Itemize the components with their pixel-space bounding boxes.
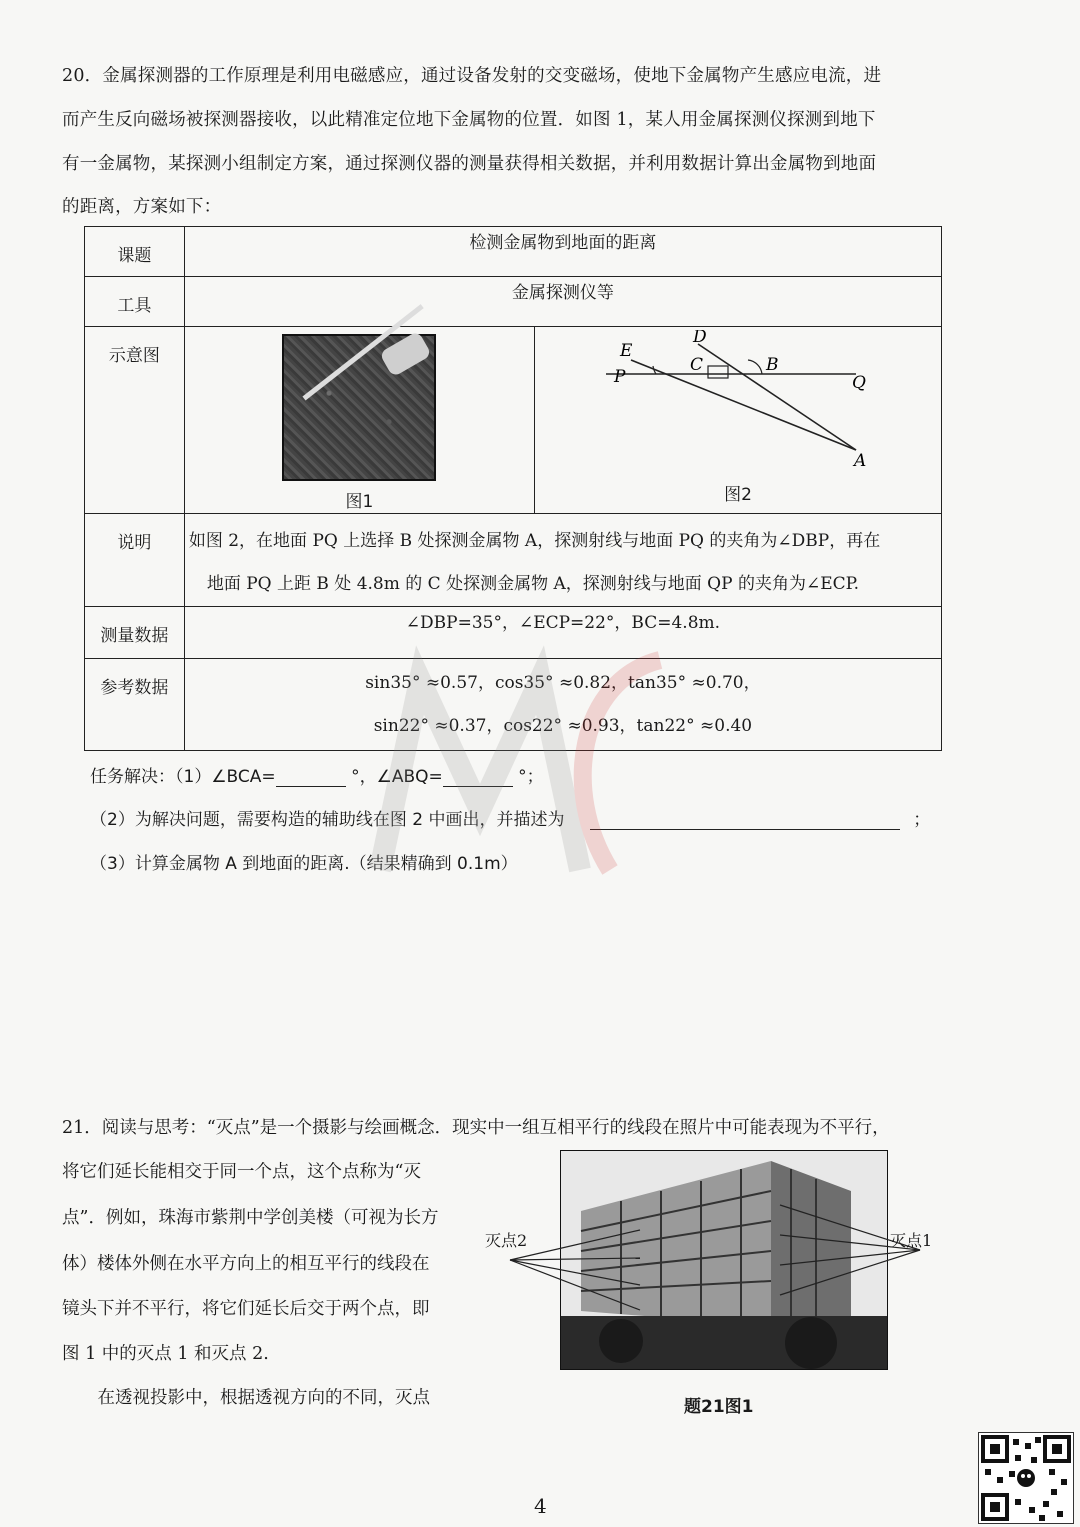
- fig1-caption: 图1: [345, 492, 374, 512]
- measure-label: 测量数据: [85, 607, 185, 659]
- task-3: （3）计算金属物 A 到地面的距离.（结果精确到 0.1m）: [90, 854, 518, 874]
- label-B: B: [766, 355, 779, 375]
- q21-line-2: 将它们延长能相交于同一个点，这个点称为“灭: [62, 1162, 421, 1182]
- q21-line-1: 21．阅读与思考：“灭点”是一个摄影与绘画概念．现实中一组互相平行的线段在照片中可能表现为不平行，: [62, 1118, 890, 1138]
- label-Q: Q: [852, 373, 866, 393]
- q21-line-3: 点”．例如，珠海市紫荆中学创美楼（可视为长方: [62, 1208, 439, 1228]
- tool-value: 金属探测仪等: [184, 277, 941, 327]
- q21-line-6: 图 1 中的灭点 1 和灭点 2.: [62, 1344, 269, 1364]
- tool-label: 工具: [85, 277, 185, 327]
- task-1-c: °；: [518, 767, 544, 787]
- label-A: A: [854, 451, 867, 471]
- explain-line-1: 如图 2，在地面 PQ 上选择 B 处探测金属物 A，探测射线与地面 PQ 的夹角为∠DBP，再在: [188, 531, 881, 551]
- label-D: D: [693, 330, 707, 347]
- fig1-cell: [184, 327, 534, 514]
- task-2-text: （2）为解决问题，需要构造的辅助线在图 2 中画出，并描述为: [90, 810, 565, 830]
- qr-code-icon[interactable]: [978, 1432, 1074, 1524]
- explain-line-2: 地面 PQ 上距 B 处 4.8m 的 C 处探测金属物 A，探测射线与地面 QP 的夹角为∠ECP.: [206, 574, 860, 594]
- topic-label: 课题: [85, 227, 185, 277]
- explain-label: 说明: [85, 514, 185, 607]
- measure-value: ∠DBP=35°，∠ECP=22°，BC=4.8m.: [184, 607, 941, 659]
- ref-line-2: sin22° ≈0.37，cos22° ≈0.93，tan22° ≈0.40: [373, 716, 753, 736]
- q21-line-5: 镜头下并不平行，将它们延长后交于两个点，即: [62, 1299, 430, 1319]
- task-2-end: ；: [913, 810, 931, 830]
- ref-line-1: sin35° ≈0.57，cos35° ≈0.82，tan35° ≈0.70，: [365, 673, 761, 693]
- vanishing-point-2: 灭点2: [485, 1231, 528, 1250]
- fig2-diagram: [536, 330, 940, 480]
- task-1-a: 任务解决：（1）∠BCA=: [90, 767, 276, 787]
- fig2-cell: [535, 327, 942, 514]
- ref-label: 参考数据: [85, 659, 185, 751]
- metal-detector-photo: [282, 334, 436, 481]
- vanishing-point-1: 灭点1: [890, 1231, 933, 1250]
- label-P: P: [614, 367, 626, 387]
- label-E: E: [620, 341, 633, 361]
- q21-line-7: 在透视投影中，根据透视方向的不同，灭点: [80, 1388, 430, 1408]
- q20-line-1: 20．金属探测器的工作原理是利用电磁感应，通过设备发射的交变磁场，使地下金属物产生感应电流，进: [62, 66, 882, 86]
- topic-value: 检测金属物到地面的距离: [184, 227, 941, 277]
- q21-line-4: 体）楼体外侧在水平方向上的相互平行的线段在: [62, 1254, 430, 1274]
- watermark-logo: [360, 640, 690, 890]
- answer-blank-bca[interactable]: [276, 786, 346, 787]
- label-C: C: [690, 355, 704, 375]
- fig2-caption: 图2: [724, 485, 752, 505]
- vanishing-lines: [480, 1150, 950, 1368]
- page-number: 4: [534, 1494, 547, 1518]
- q20-line-2: 而产生反向磁场被探测器接收，以此精准定位地下金属物的位置．如图 1，某人用金属探测仪探测到地下: [62, 110, 876, 130]
- q21-figure-caption: 题21图1: [684, 1397, 754, 1417]
- diagram-label: 示意图: [85, 327, 185, 514]
- q20-line-3: 有一金属物，某探测小组制定方案，通过探测仪器的测量获得相关数据，并利用数据计算出金属物到地面: [62, 154, 877, 174]
- detector-hand: [379, 331, 432, 378]
- q20-line-4: 的距离，方案如下：: [62, 197, 222, 217]
- task-1-b: °，∠ABQ=: [351, 767, 443, 787]
